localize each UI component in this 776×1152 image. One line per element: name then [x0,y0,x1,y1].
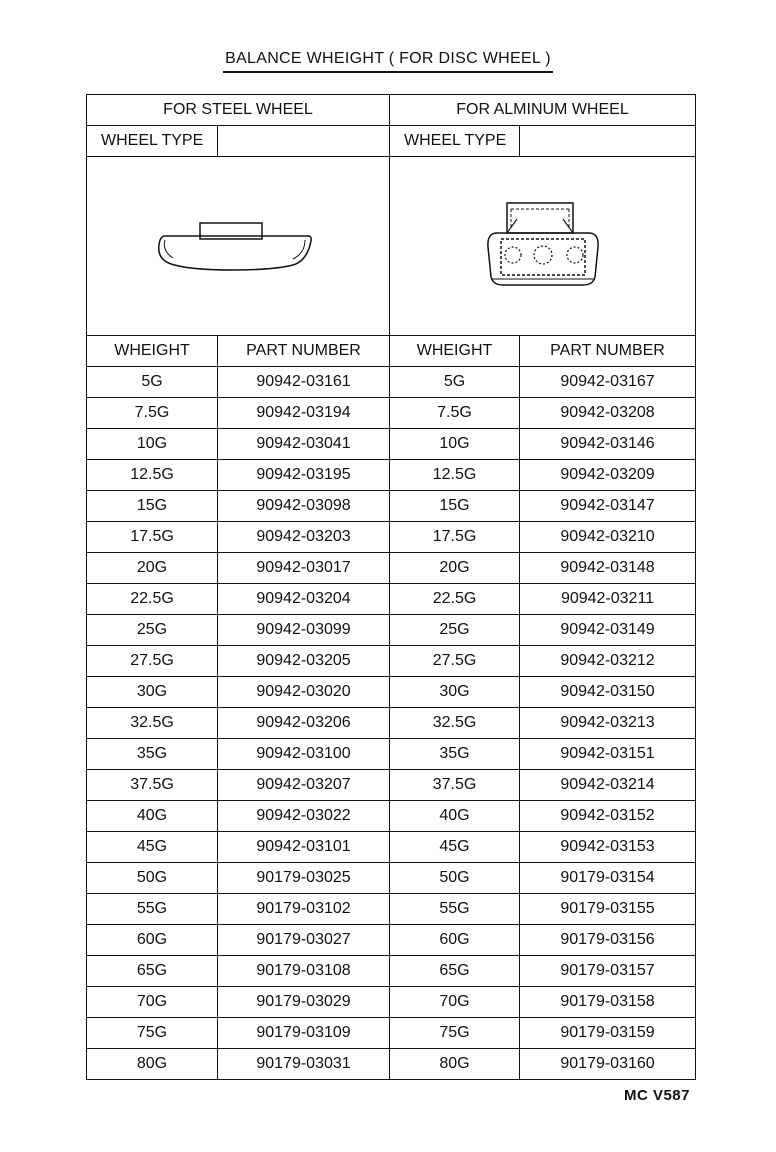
aluminum-part-number-cell: 90942-03151 [520,739,696,770]
steel-part-number-cell: 90942-03041 [218,429,390,460]
steel-weight-cell: 30G [87,677,218,708]
wheel-type-row [87,126,696,157]
aluminum-weight-illustration [390,157,696,336]
aluminum-part-number-cell: 90942-03146 [520,429,696,460]
table-row [87,739,696,770]
steel-part-number-cell: 90179-03029 [218,987,390,1018]
steel-part-number-cell: 90942-03203 [218,522,390,553]
aluminum-weight-cell: 55G [390,894,520,925]
steel-part-number-cell: 90942-03017 [218,553,390,584]
aluminum-part-number-cell: 90942-03211 [520,584,696,615]
steel-part-number-cell: 90942-03100 [218,739,390,770]
aluminum-part-number-cell: 90179-03158 [520,987,696,1018]
aluminum-part-number-cell: 90942-03212 [520,646,696,677]
table-row [87,553,696,584]
table-row [87,398,696,429]
balance-weight-table [86,94,696,1080]
aluminum-clip-weight-icon [483,201,603,291]
table-row [87,615,696,646]
steel-part-number-cell: 90179-03102 [218,894,390,925]
aluminum-part-number-cell: 90179-03160 [520,1049,696,1080]
steel-part-number-column-header: PART NUMBER [218,336,390,367]
table-row [87,708,696,739]
steel-weight-cell: 50G [87,863,218,894]
steel-weight-cell: 37.5G [87,770,218,801]
aluminum-weight-cell: 80G [390,1049,520,1080]
steel-part-number-cell: 90179-03031 [218,1049,390,1080]
wheel-header-row [87,95,696,126]
steel-wheel-type-label: WHEEL TYPE [87,126,218,157]
steel-part-number-cell: 90179-03108 [218,956,390,987]
steel-part-number-cell: 90942-03195 [218,460,390,491]
aluminum-wheel-type-value [520,126,696,157]
steel-part-number-cell: 90942-03204 [218,584,390,615]
steel-clip-weight-icon [153,221,323,271]
steel-weight-cell: 70G [87,987,218,1018]
steel-weight-cell: 22.5G [87,584,218,615]
steel-weight-illustration [87,157,390,336]
steel-weight-cell: 45G [87,832,218,863]
aluminum-part-number-cell: 90179-03154 [520,863,696,894]
steel-weight-cell: 12.5G [87,460,218,491]
aluminum-weight-cell: 22.5G [390,584,520,615]
steel-part-number-cell: 90942-03194 [218,398,390,429]
table-row [87,460,696,491]
steel-weight-cell: 75G [87,1018,218,1049]
document-title [0,50,776,73]
steel-weight-cell: 40G [87,801,218,832]
steel-weight-cell: 5G [87,367,218,398]
steel-weight-cell: 15G [87,491,218,522]
aluminum-part-number-cell: 90942-03149 [520,615,696,646]
aluminum-part-number-cell: 90942-03153 [520,832,696,863]
aluminum-weight-cell: 40G [390,801,520,832]
aluminum-weight-cell: 5G [390,367,520,398]
steel-weight-cell: 35G [87,739,218,770]
steel-part-number-cell: 90179-03025 [218,863,390,894]
aluminum-part-number-cell: 90942-03213 [520,708,696,739]
steel-part-number-cell: 90942-03099 [218,615,390,646]
aluminum-part-number-cell: 90942-03152 [520,801,696,832]
steel-weight-cell: 10G [87,429,218,460]
aluminum-part-number-cell: 90179-03155 [520,894,696,925]
aluminum-weight-cell: 32.5G [390,708,520,739]
table-row [87,522,696,553]
figure-code: MC V587 [623,1087,690,1104]
steel-weight-cell: 80G [87,1049,218,1080]
table-row [87,956,696,987]
steel-part-number-cell: 90179-03027 [218,925,390,956]
steel-part-number-cell: 90942-03207 [218,770,390,801]
steel-weight-cell: 17.5G [87,522,218,553]
steel-part-number-cell: 90942-03020 [218,677,390,708]
table-row [87,1018,696,1049]
aluminum-part-number-cell: 90942-03147 [520,491,696,522]
steel-weight-cell: 7.5G [87,398,218,429]
aluminum-weight-cell: 10G [390,429,520,460]
table-row [87,367,696,398]
aluminum-wheel-type-label: WHEEL TYPE [390,126,520,157]
aluminum-part-number-cell: 90942-03209 [520,460,696,491]
table-row [87,894,696,925]
aluminum-part-number-cell: 90179-03157 [520,956,696,987]
table-row [87,491,696,522]
aluminum-part-number-cell: 90179-03156 [520,925,696,956]
table-row [87,832,696,863]
aluminum-weight-cell: 20G [390,553,520,584]
aluminum-part-number-cell: 90942-03167 [520,367,696,398]
aluminum-weight-cell: 30G [390,677,520,708]
aluminum-weight-cell: 60G [390,925,520,956]
aluminum-weight-cell: 50G [390,863,520,894]
table-row [87,925,696,956]
steel-wheel-header: FOR STEEL WHEEL [87,95,390,126]
steel-weight-cell: 20G [87,553,218,584]
aluminum-part-number-cell: 90179-03159 [520,1018,696,1049]
table-row [87,770,696,801]
steel-part-number-cell: 90179-03109 [218,1018,390,1049]
steel-weight-cell: 65G [87,956,218,987]
aluminum-weight-cell: 25G [390,615,520,646]
table-row [87,863,696,894]
steel-wheel-type-value [218,126,390,157]
aluminum-weight-cell: 7.5G [390,398,520,429]
aluminum-weight-cell: 70G [390,987,520,1018]
aluminum-part-number-column-header: PART NUMBER [520,336,696,367]
column-header-row [87,336,696,367]
aluminum-part-number-cell: 90942-03150 [520,677,696,708]
aluminum-weight-cell: 12.5G [390,460,520,491]
aluminum-part-number-cell: 90942-03208 [520,398,696,429]
aluminum-weight-cell: 17.5G [390,522,520,553]
steel-part-number-cell: 90942-03206 [218,708,390,739]
steel-weight-cell: 32.5G [87,708,218,739]
aluminum-weight-cell: 45G [390,832,520,863]
steel-part-number-cell: 90942-03022 [218,801,390,832]
steel-weight-cell: 27.5G [87,646,218,677]
aluminum-weight-cell: 37.5G [390,770,520,801]
aluminum-weight-column-header: WHEIGHT [390,336,520,367]
weight-illustration-row [87,157,696,336]
table-row [87,429,696,460]
steel-part-number-cell: 90942-03101 [218,832,390,863]
aluminum-weight-cell: 75G [390,1018,520,1049]
aluminum-weight-cell: 15G [390,491,520,522]
aluminum-wheel-header: FOR ALMINUM WHEEL [390,95,696,126]
aluminum-weight-cell: 35G [390,739,520,770]
steel-weight-column-header: WHEIGHT [87,336,218,367]
table-row [87,646,696,677]
document-title-text: BALANCE WHEIGHT ( FOR DISC WHEEL ) [223,50,553,73]
aluminum-weight-cell: 65G [390,956,520,987]
table-row [87,584,696,615]
aluminum-part-number-cell: 90942-03210 [520,522,696,553]
aluminum-part-number-cell: 90942-03148 [520,553,696,584]
table-row [87,677,696,708]
steel-part-number-cell: 90942-03098 [218,491,390,522]
table-row [87,1049,696,1080]
aluminum-part-number-cell: 90942-03214 [520,770,696,801]
steel-weight-cell: 55G [87,894,218,925]
steel-part-number-cell: 90942-03205 [218,646,390,677]
steel-part-number-cell: 90942-03161 [218,367,390,398]
table-row [87,801,696,832]
steel-weight-cell: 60G [87,925,218,956]
aluminum-weight-cell: 27.5G [390,646,520,677]
steel-weight-cell: 25G [87,615,218,646]
table-row [87,987,696,1018]
